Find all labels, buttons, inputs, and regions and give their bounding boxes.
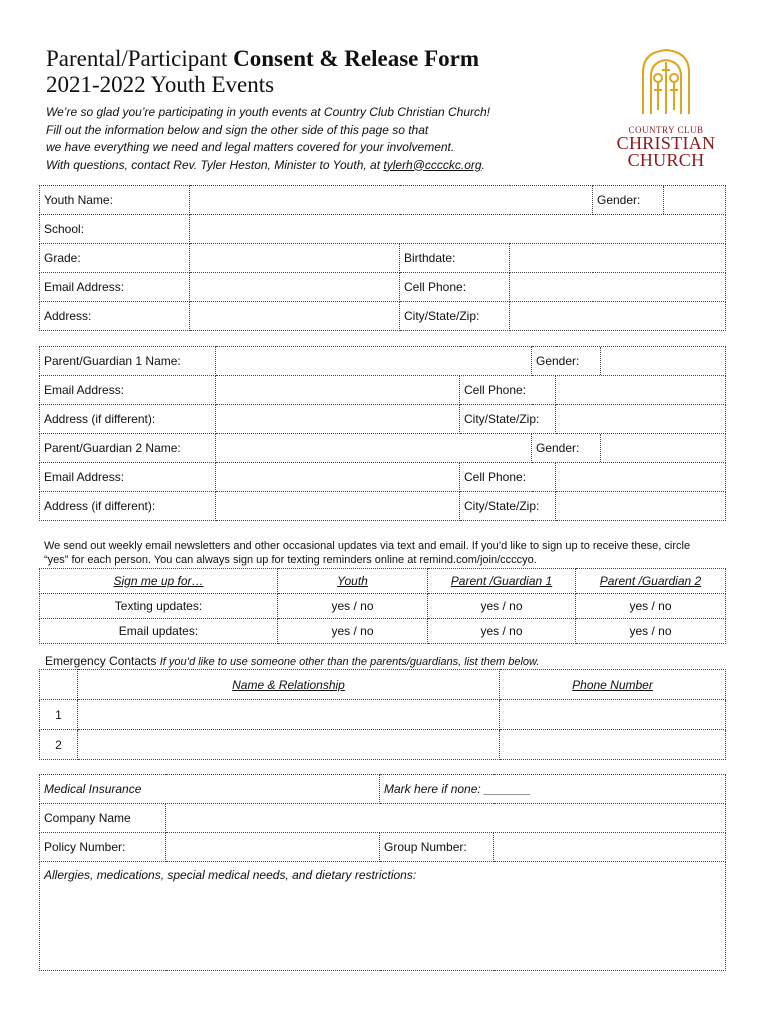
youth-name-field[interactable] <box>190 186 593 215</box>
emergency-table <box>39 669 726 760</box>
p1-cell-label: Cell Phone: <box>460 376 556 405</box>
intro-line: we have everything we need and legal matters covered for your involvement. <box>46 140 455 154</box>
policy-number-field[interactable] <box>166 833 380 862</box>
youth-cell-field[interactable] <box>510 273 726 302</box>
p1-address-label: Address (if different): <box>40 405 216 434</box>
logo-line2: CHRISTIAN <box>616 133 716 153</box>
emergency-number-header <box>40 670 78 700</box>
birthdate-label: Birthdate: <box>400 244 510 273</box>
title-part1: Parental/Participant <box>46 46 234 71</box>
title-bold: Consent & Release Form <box>233 46 480 71</box>
p1-email-field[interactable] <box>216 376 460 405</box>
emergency-name-field[interactable] <box>78 730 500 760</box>
medical-insurance-label: Medical Insurance <box>40 775 380 804</box>
youth-gender-field[interactable] <box>664 186 726 214</box>
grade-field[interactable] <box>190 244 400 273</box>
youth-info-table <box>39 185 726 331</box>
emergency-heading <box>45 654 539 668</box>
texting-youth-choice[interactable]: yes / no <box>278 594 428 619</box>
p2-gender-label: Gender: <box>532 434 601 462</box>
youth-address-label: Address: <box>40 302 190 331</box>
p1-name-field[interactable] <box>216 347 532 376</box>
company-name-field[interactable] <box>166 804 726 833</box>
p1-city-label: City/State/Zip: <box>460 405 556 434</box>
logo-line1: COUNTRY CLUB <box>628 125 704 135</box>
emergency-phone-header: Phone Number <box>500 670 726 700</box>
p1-city-field[interactable] <box>556 405 726 434</box>
intro-line: With questions, contact Rev. Tyler Heston, Minister to Youth, at tylerh@cccckc.org. <box>46 157 485 172</box>
birthdate-field[interactable] <box>510 244 726 273</box>
intro-line: We’re so glad you’re participating in youth events at Country Club Christian Church! <box>46 105 490 119</box>
company-name-label: Company Name <box>40 804 166 833</box>
p1-email-label: Email Address: <box>40 376 216 405</box>
emergency-row-number: 1 <box>40 700 78 730</box>
texting-updates-label: Texting updates: <box>40 594 278 619</box>
p1-cell-field[interactable] <box>556 376 726 405</box>
p2-email-field[interactable] <box>216 463 460 492</box>
youth-email-field[interactable] <box>190 273 400 302</box>
title-line2: 2021-2022 Youth Events <box>46 72 275 97</box>
p1-name-label: Parent/Guardian 1 Name: <box>40 347 216 376</box>
p2-email-label: Email Address: <box>40 463 216 492</box>
emergency-phone-field[interactable] <box>500 700 726 730</box>
email-updates-label: Email updates: <box>40 619 278 644</box>
updates-note-line: We send out weekly email newsletters and other occasional updates via text and email. If you’d like to sign up to receive these, circle <box>44 540 691 552</box>
p2-city-label: City/State/Zip: <box>460 492 556 521</box>
parents-info-table <box>39 346 726 521</box>
intro-line: Fill out the information below and sign the other side of this page so that <box>46 122 429 137</box>
p2-address-field[interactable] <box>216 492 460 521</box>
updates-note <box>44 539 734 567</box>
medical-table <box>39 774 726 971</box>
allergies-label: Allergies, medications, special medical needs, and dietary restrictions: <box>44 868 417 882</box>
church-logo <box>616 48 716 169</box>
school-field[interactable] <box>190 215 726 244</box>
updates-header: Sign me up for… <box>40 569 278 594</box>
texting-p1-choice[interactable]: yes / no <box>428 594 576 619</box>
p2-city-field[interactable] <box>556 492 726 521</box>
policy-number-label: Policy Number: <box>40 833 166 862</box>
emergency-note: If you’d like to use someone other than the parents/guardians, list them below. <box>159 656 540 668</box>
p2-address-label: Address (if different): <box>40 492 216 521</box>
p1-gender-cell <box>532 347 726 376</box>
form-title <box>46 46 479 98</box>
youth-email-label: Email Address: <box>40 273 190 302</box>
p1-gender-field[interactable] <box>601 347 726 375</box>
emergency-row-number: 2 <box>40 730 78 760</box>
texting-p2-choice[interactable]: yes / no <box>576 594 726 619</box>
contact-email-link[interactable]: tylerh@cccckc.org <box>383 157 482 172</box>
school-label: School: <box>40 215 190 244</box>
intro-text <box>46 104 490 174</box>
updates-header: Youth <box>278 569 428 594</box>
email-p2-choice[interactable]: yes / no <box>576 619 726 644</box>
p2-cell-field[interactable] <box>556 463 726 492</box>
p2-gender-field[interactable] <box>601 434 726 462</box>
p2-name-label: Parent/Guardian 2 Name: <box>40 434 216 463</box>
youth-address-field[interactable] <box>190 302 400 331</box>
p2-cell-label: Cell Phone: <box>460 463 556 492</box>
youth-gender-label: Gender: <box>593 186 664 214</box>
church-window-icon <box>639 48 693 116</box>
updates-header: Parent /Guardian 2 <box>576 569 726 594</box>
p2-name-field[interactable] <box>216 434 532 463</box>
email-p1-choice[interactable]: yes / no <box>428 619 576 644</box>
updates-header: Parent /Guardian 1 <box>428 569 576 594</box>
email-youth-choice[interactable]: yes / no <box>278 619 428 644</box>
youth-gender-cell <box>593 186 726 215</box>
logo-line3: CHURCH <box>627 150 705 170</box>
p2-gender-cell <box>532 434 726 463</box>
group-number-label: Group Number: <box>380 833 494 862</box>
updates-note-line: “yes” for each person. You can always sign up for texting reminders online at remind.com/join/ccccyo. <box>44 554 537 566</box>
insurance-none-field[interactable]: Mark here if none: _______ <box>380 775 726 804</box>
youth-city-field[interactable] <box>510 302 726 331</box>
p1-gender-label: Gender: <box>532 347 601 375</box>
group-number-field[interactable] <box>494 833 726 862</box>
youth-cell-label: Cell Phone: <box>400 273 510 302</box>
allergies-field[interactable] <box>40 862 726 971</box>
emergency-name-field[interactable] <box>78 700 500 730</box>
youth-name-label: Youth Name: <box>40 186 190 215</box>
emergency-phone-field[interactable] <box>500 730 726 760</box>
p1-address-field[interactable] <box>216 405 460 434</box>
emergency-name-header: Name & Relationship <box>78 670 500 700</box>
youth-city-label: City/State/Zip: <box>400 302 510 331</box>
emergency-label: Emergency Contacts <box>45 654 160 668</box>
grade-label: Grade: <box>40 244 190 273</box>
updates-table <box>39 568 726 644</box>
